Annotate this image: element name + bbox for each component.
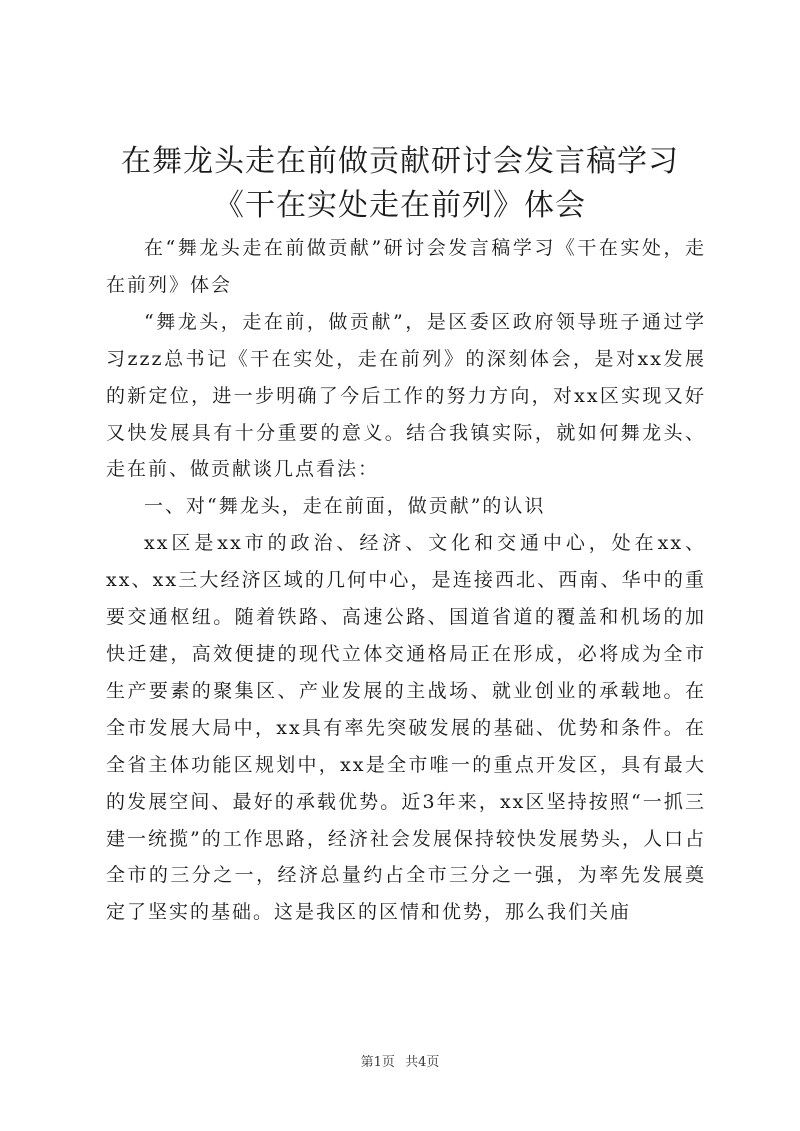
paragraph-intro: 在“舞龙头走在前做贡献”研讨会发言稿学习《干在实处，走在前列》体会 xyxy=(106,237,706,296)
document-body xyxy=(106,230,706,931)
document-title: 在舞龙头走在前做贡献研讨会发言稿学习《干在实处走在前列》体会 xyxy=(121,144,679,223)
section-heading: 一、对“舞龙头，走在前面，做贡献”的认识 xyxy=(144,495,546,518)
page-footer xyxy=(0,1051,800,1070)
paragraph-analysis: xx区是xx市的政治、经济、文化和交通中心，处在xx、xx、xx三大经济区域的几何中心，是连接西北、西南、华中的重要交通枢纽。随着铁路、高速公路、国道省道的覆盖和机场的加快迁建，高效便捷的现代立体交通格局正在形成，必将成为全市生产要素的聚集区、产业发展的主战场、就业创业的承载地。在全市发展大局中，xx具有率先突破发展的基础、优势和条件。在全省主体功能区规划中，xx是全市唯一的重点开发区，具有最大的发展空间、最好的承载优势。近3年来，xx区坚持按照“一抓三建一统揽”的工作思路，经济社会发展保持较快发展势头，人口占全市的三分之一，经济总量约占全市三分之一强，为率先发展奠定了坚实的基础。这是我区的区情和优势，那么我们关庙 xyxy=(106,532,706,924)
paragraph-summary: “舞龙头，走在前，做贡献”，是区委区政府领导班子通过学习zzz总书记《干在实处，走在前列》的深刻体会，是对xx发展的新定位，进一步明确了今后工作的努力方向，对xx区实现又好又快发展具有十分重要的意义。结合我镇实际，就如何舞龙头、走在前、做贡献谈几点看法： xyxy=(106,310,706,481)
page-number: 第1页 xyxy=(360,1055,395,1070)
page-total: 共4页 xyxy=(405,1055,440,1070)
